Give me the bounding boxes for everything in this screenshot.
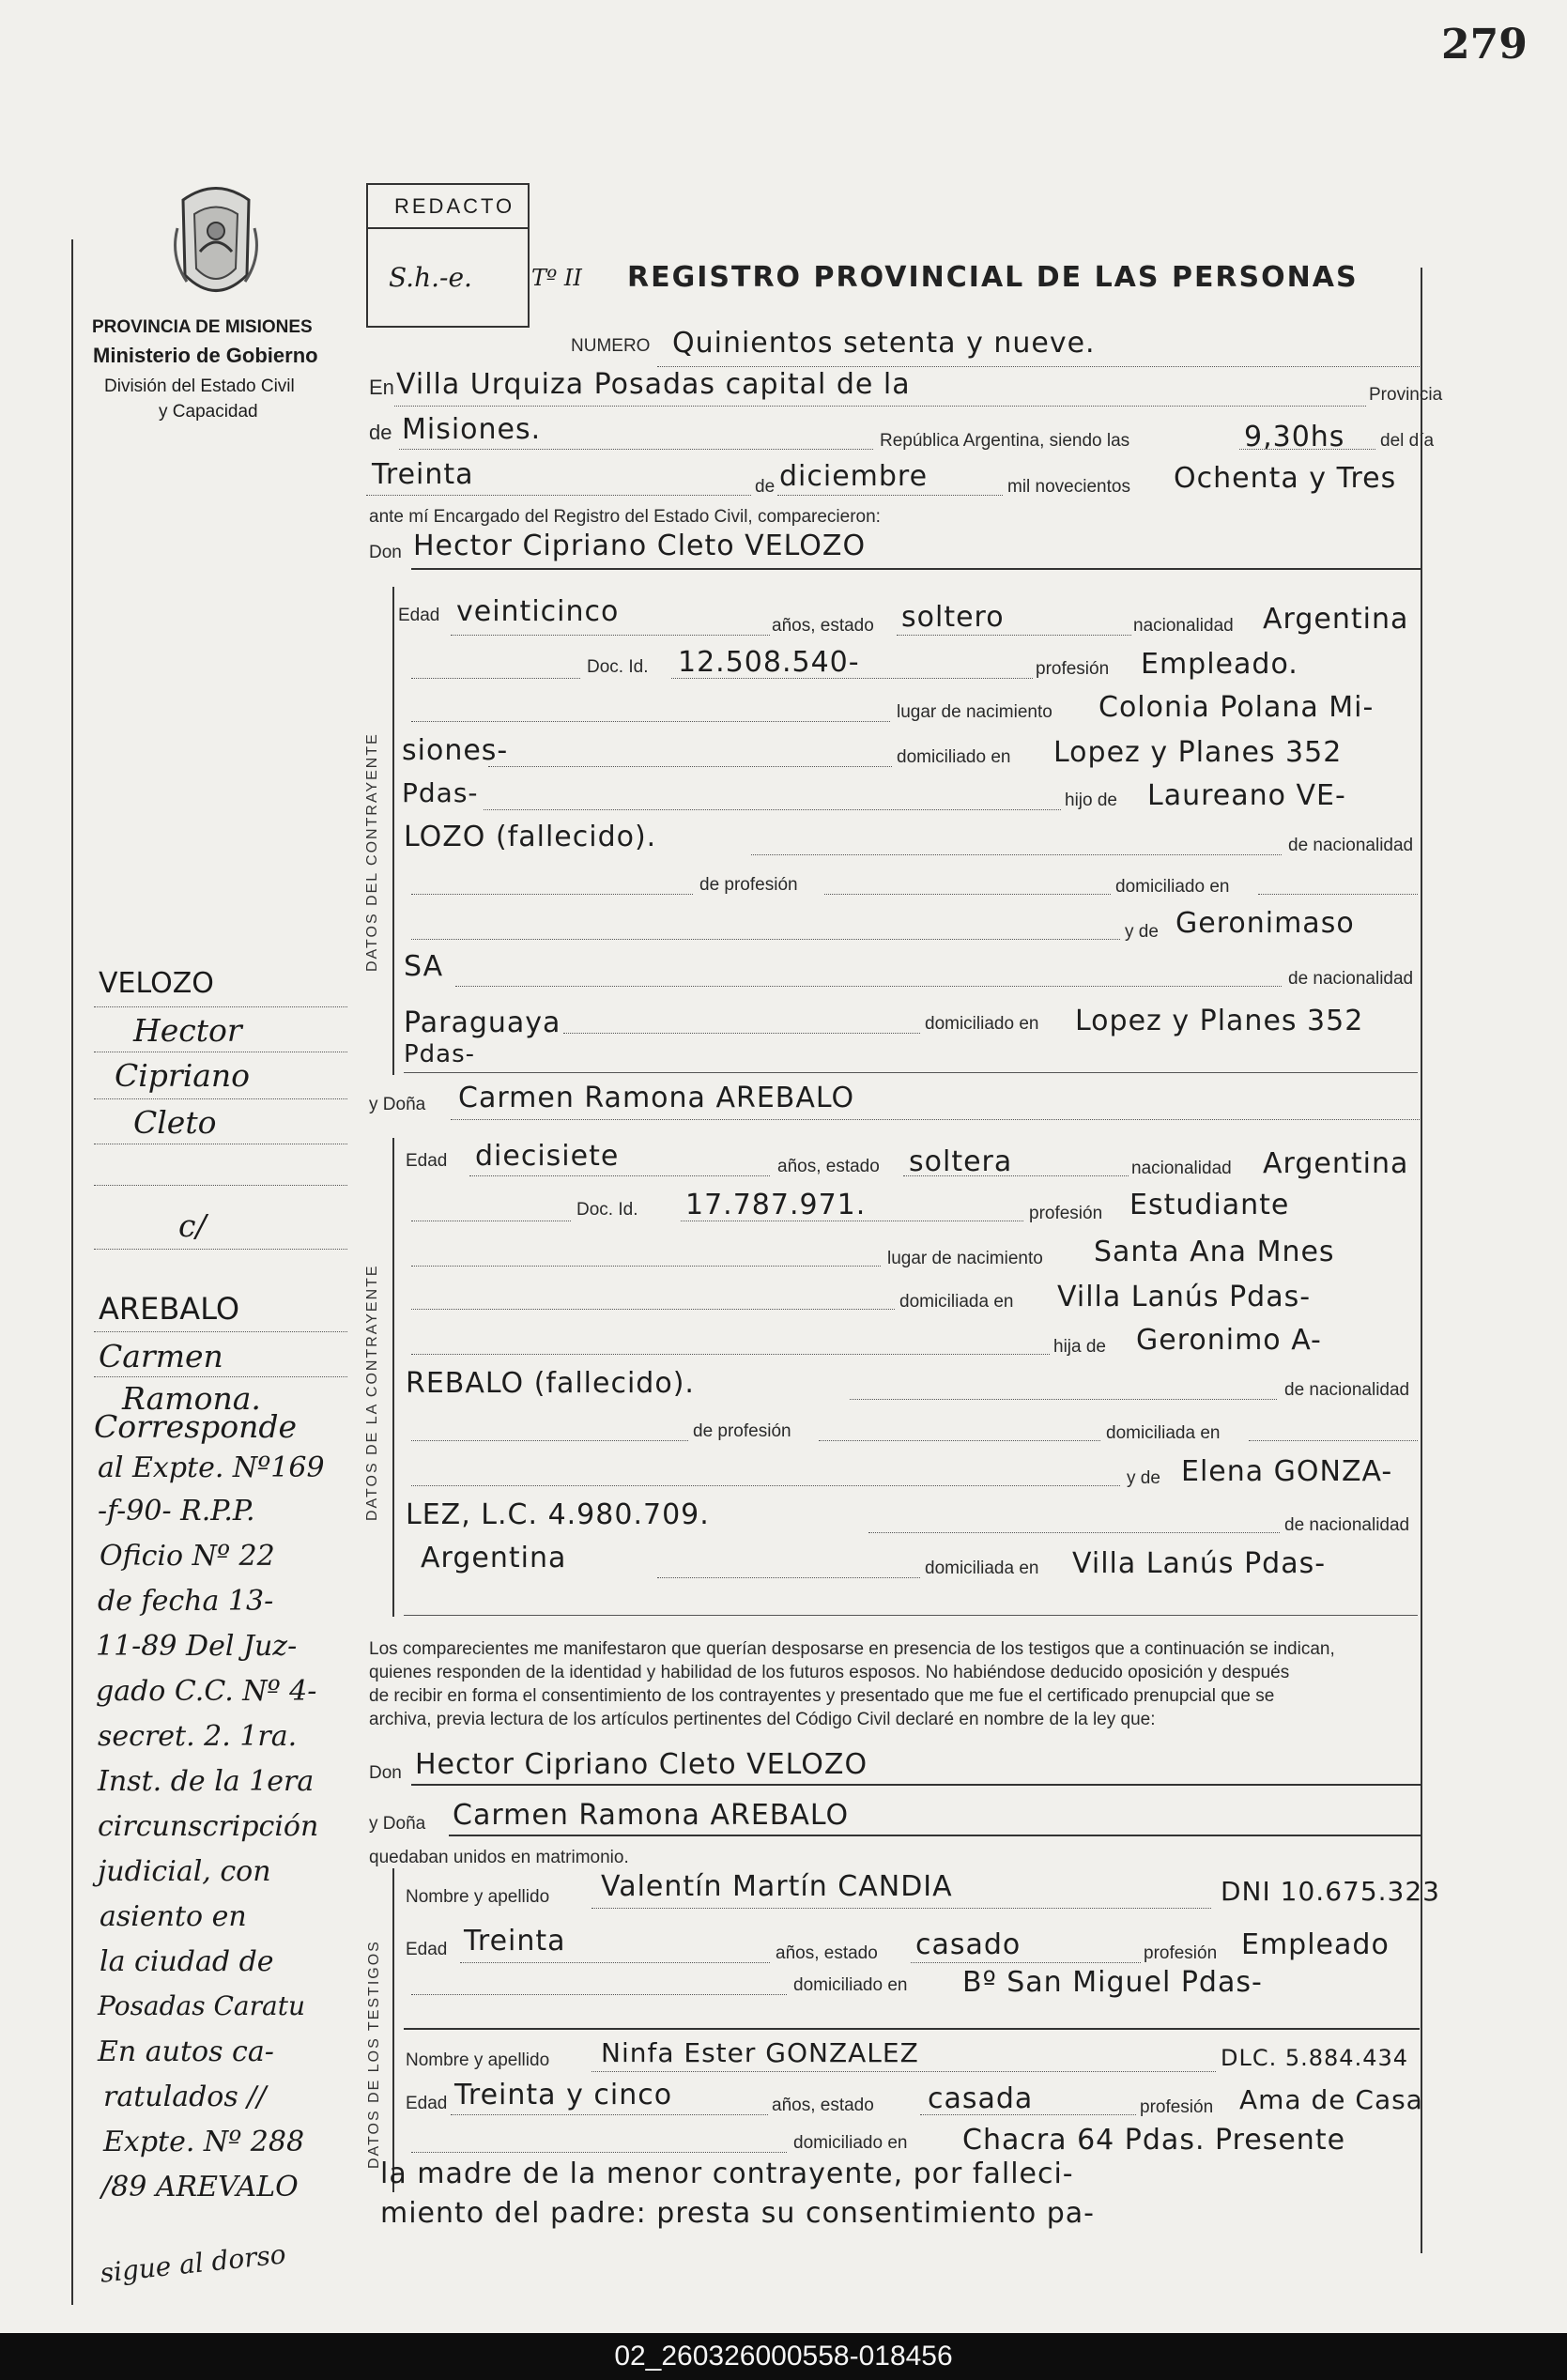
t1-prof-label: profesión [1144,1943,1218,1963]
c1-nacionalidad: Argentina [1263,603,1409,636]
c2-y-de-label: y de [1127,1468,1160,1488]
c1-madre-domic-cont: Pdas- [404,1040,476,1068]
t1-prof: Empleado [1241,1928,1390,1961]
c2-padre-domic-label: domiciliada en [1106,1423,1221,1443]
c1-hijo-label: hijo de [1065,791,1117,810]
c2-edad: diecisiete [475,1140,620,1173]
t1-domic-label: domiciliado en [793,1975,908,1995]
margin-note-line: circunscripción [98,1810,319,1843]
margin-note-line: -f-90- R.P.P. [98,1495,255,1528]
footer-id: 02_260326000558-018456 [614,2341,953,2372]
margin-note-line: Expte. Nº 288 [103,2126,305,2158]
c1-padre: Laureano VE- [1147,779,1346,812]
org-division: División del Estado Civil [104,376,295,396]
mil-label: mil novecientos [1007,477,1130,497]
redacto-value: S.h.-e. [389,262,472,293]
t1-nombre: Valentín Martín CANDIA [601,1870,953,1903]
c2-prof-label: profesión [1029,1204,1103,1223]
c2-madre-nac: Argentina [421,1542,567,1574]
margin-name-line: Carmen [99,1338,223,1374]
c1-edad-label: Edad [398,606,440,625]
c2-hija-label: hija de [1053,1337,1106,1357]
decl-dona-label: y Doña [369,1814,426,1834]
dona-value: Carmen Ramona AREBALO [458,1082,855,1114]
margin-note-line: de fecha 13- [98,1585,274,1618]
c2-doc: 17.787.971. [685,1189,867,1221]
t1-estado: casado [915,1928,1022,1961]
dia-value: Treinta [372,458,474,491]
t1-domic: Bº San Miguel Pdas- [962,1966,1263,1999]
t1-estado-label: años, estado [776,1943,878,1963]
t1-edad: Treinta [464,1925,566,1958]
don-value: Hector Cipriano Cleto VELOZO [413,530,867,562]
org-province: PROVINCIA DE MISIONES [92,317,313,337]
c2-padre-nac-label: de nacionalidad [1284,1380,1410,1400]
c1-domicilio: Lopez y Planes 352 [1053,736,1343,769]
mes-value: diciembre [779,460,929,493]
c2-nacionalidad: Argentina [1263,1147,1409,1180]
en-label: En [369,376,394,399]
margin-name-line: AREBALO [99,1291,240,1327]
c2-doc-label: Doc. Id. [576,1200,638,1220]
c1-padre-cont: LOZO (fallecido). [404,821,657,853]
decl-don-label: Don [369,1763,402,1783]
c1-madre: Geronimaso [1175,907,1355,940]
tomo-mark: Tº II [531,265,582,291]
declaration-line: archiva, previa lectura de los artículos pertinentes del Código Civil declaré en nombre de la ley que: [369,1710,1156,1729]
page-number: 279 [1441,21,1528,69]
margin-name-line: Hector [133,1012,242,1049]
footer-id-bar [0,2333,1567,2380]
margin-note-line: En autos ca- [98,2035,274,2068]
c2-madre-domic: Villa Lanús Pdas- [1072,1547,1327,1580]
t2-nota-2: miento del padre: presta su consentimiento pa- [380,2197,1095,2230]
margin-note-line: Corresponde [94,1408,298,1445]
c1-doc-label: Doc. Id. [587,657,649,677]
contrayente-f-side-label: DATOS DE LA CONTRAYENTE [364,1264,380,1521]
c1-prof-label: profesión [1036,659,1110,679]
c2-profesion: Estudiante [1129,1189,1290,1221]
margin-note-line: judicial, con [98,1855,271,1888]
en-value: Villa Urquiza Posadas capital de la [396,368,911,401]
margin-name-line: VELOZO [99,967,214,1000]
t2-domic: Chacra 64 Pdas. Presente [962,2124,1346,2157]
declaration-line: quienes responden de la identidad y habilidad de los futuros esposos. No habiéndose deducido oposición y después [369,1663,1290,1682]
c1-padre-prof-label: de profesión [699,875,798,895]
c1-madre-domic: Lopez y Planes 352 [1075,1005,1364,1037]
margin-note-line: 11-89 Del Juz- [96,1630,298,1663]
margin-note-line: al Expte. Nº169 [98,1451,325,1484]
c1-domic-cont: Pdas- [402,777,479,808]
margin-name-line: Cleto [133,1104,217,1141]
margin-note-line: ratulados // [103,2081,267,2113]
c1-padre-domic-label: domiciliado en [1115,877,1230,897]
t2-nombre: Ninfa Ester GONZALEZ [601,2037,919,2068]
numero-label: NUMERO [571,336,651,356]
provincia-label: Provincia [1369,385,1443,405]
de-value: Misiones. [402,413,542,446]
c2-domic-label: domiciliada en [899,1292,1014,1312]
margin-note-line: gado C.C. Nº 4- [96,1675,317,1708]
c1-madre-cont: SA [404,950,444,983]
c1-estado-label: años, estado [772,616,874,636]
decl-dona-value: Carmen Ramona AREBALO [453,1799,850,1832]
margin-note-line: la ciudad de [100,1945,274,1978]
c1-domic-label: domiciliado en [897,747,1011,767]
c1-estado: soltero [901,601,1005,634]
registry-title: REGISTRO PROVINCIAL DE LAS PERSONAS [627,261,1359,294]
de-mes-label: de [755,477,776,497]
c1-edad: veinticinco [456,595,620,628]
c2-padre-cont: REBALO (fallecido). [406,1367,695,1400]
c2-padre: Geronimo A- [1136,1324,1322,1357]
margin-name-line: c/ [178,1207,207,1244]
c1-profesion: Empleado. [1141,648,1298,681]
margin-note-line: Inst. de la 1era [98,1765,315,1798]
numero-value: Quinientos setenta y nueve. [672,327,1096,360]
c1-lugar-label: lugar de nacimiento [897,702,1052,722]
c2-domicilio: Villa Lanús Pdas- [1057,1281,1312,1313]
c2-estado: soltera [909,1145,1013,1178]
t2-doc: DLC. 5.884.434 [1221,2045,1409,2071]
t2-estado: casada [928,2082,1034,2115]
margin-name-line: Ramona. [122,1380,261,1417]
redacto-label: REDACTO [394,194,515,218]
c1-madre-nac: Paraguaya [404,1006,561,1039]
declaration-text [369,1637,1458,1731]
left-rule [71,239,73,2305]
t2-prof: Ama de Casa [1239,2084,1423,2115]
declaration-line: Los comparecientes me manifestaron que querían desposarse en presencia de los testigos que a continuación se indican, [369,1639,1335,1659]
anio-value: Ochenta y Tres [1174,462,1397,495]
don-label: Don [369,543,402,562]
margin-note-line: secret. 2. 1ra. [98,1720,298,1753]
sigue-al-dorso: sigue al dorso [99,2238,288,2289]
org-ministry: Ministerio de Gobierno [93,344,318,367]
margin-note-line: Oficio Nº 22 [100,1540,275,1573]
t2-nombre-label: Nombre y apellido [406,2050,550,2070]
t2-prof-label: profesión [1140,2097,1214,2117]
coat-of-arms-seal [164,177,268,308]
t2-domic-label: domiciliado en [793,2133,908,2153]
c2-madre: Elena GONZA- [1181,1455,1393,1488]
c2-madre-nac-label: de nacionalidad [1284,1515,1410,1535]
hora-value: 9,30hs [1244,421,1345,453]
dia-label: del día [1380,431,1435,451]
c2-lugar: Santa Ana Mnes [1094,1236,1335,1268]
margin-name-line: Cipriano [115,1057,251,1094]
org-capacity: y Capacidad [159,402,258,422]
c2-madre-cont: LEZ, L.C. 4.980.709. [406,1498,710,1531]
t2-edad-label: Edad [406,2094,448,2113]
c1-y-de-label: y de [1125,922,1159,942]
c2-lugar-label: lugar de nacimiento [887,1249,1043,1268]
c2-nac-label: nacionalidad [1131,1159,1232,1178]
t1-doc: DNI 10.675.323 [1221,1876,1440,1907]
c2-edad-label: Edad [406,1151,448,1171]
c2-estado-label: años, estado [777,1157,880,1176]
c1-lugar-cont: siones- [402,734,509,767]
ante-text: ante mí Encargado del Registro del Estado Civil, comparecieron: [369,507,881,527]
c1-doc: 12.508.540- [678,646,860,679]
de-label: de [369,421,392,444]
t2-nota-1: la madre de la menor contrayente, por falleci- [380,2157,1074,2190]
c1-lugar: Colonia Polana Mi- [1098,691,1375,724]
t1-edad-label: Edad [406,1940,448,1959]
c1-nac-label: nacionalidad [1133,616,1234,636]
c2-madre-domic-label: domiciliada en [925,1559,1039,1578]
decl-quedaban: quedaban unidos en matrimonio. [369,1848,629,1867]
t2-edad: Treinta y cinco [454,2079,673,2111]
margin-note-line: /89 AREVALO [101,2171,299,2203]
c1-madre-domic-label: domiciliado en [925,1014,1039,1034]
redacto-stamp [366,183,530,328]
t2-estado-label: años, estado [772,2096,874,2115]
decl-don-value: Hector Cipriano Cleto VELOZO [415,1748,868,1781]
right-rule [1421,268,1422,2253]
c1-padre-nac-label: de nacionalidad [1288,836,1414,855]
testigos-side-label: DATOS DE LOS TESTIGOS [366,1940,382,2169]
margin-note-line: asiento en [100,1900,247,1933]
c1-madre-nac-label: de nacionalidad [1288,969,1414,989]
c2-padre-prof-label: de profesión [693,1421,791,1441]
dona-label: y Doña [369,1095,426,1114]
contrayente-side-label: DATOS DEL CONTRAYENTE [364,732,380,972]
declaration-line: de recibir en forma el consentimiento de los contrayentes y presentado que me fue el certificado prenupcial que se [369,1686,1275,1706]
margin-note-line: Posadas Caratu [98,1990,305,2021]
t1-nombre-label: Nombre y apellido [406,1887,550,1907]
republica-label: República Argentina, siendo las [880,431,1130,451]
